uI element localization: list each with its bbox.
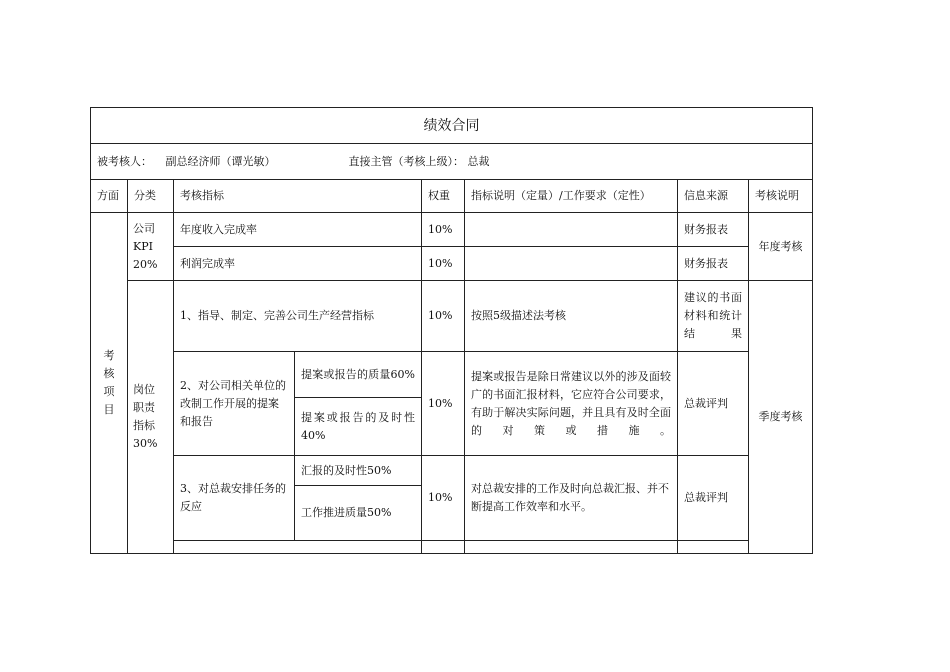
header-weight: 权重 xyxy=(422,180,465,213)
note-quarterly: 季度考核 xyxy=(749,281,813,554)
category-line: 30% xyxy=(133,437,158,450)
indicator-annual-revenue: 年度收入完成率 xyxy=(174,213,422,247)
note-annual: 年度考核 xyxy=(749,213,813,281)
indicator-item2: 2、对公司相关单位的改制工作开展的提案和报告 xyxy=(174,352,295,456)
header-description: 指标说明（定量）/工作要求（定性） xyxy=(465,180,678,213)
empty-cell xyxy=(174,541,422,554)
weight-profit: 10% xyxy=(422,247,465,281)
document-title: 绩效合同 xyxy=(91,108,813,144)
indicator-profit: 利润完成率 xyxy=(174,247,422,281)
aspect-char: 核 xyxy=(103,367,115,380)
evaluatee-info-row xyxy=(91,144,813,180)
header-aspect: 方面 xyxy=(91,180,128,213)
aspect-char: 目 xyxy=(103,403,115,416)
weight-annual-revenue: 10% xyxy=(422,213,465,247)
description-profit xyxy=(465,247,678,281)
supervisor-value: 总裁 xyxy=(467,154,490,168)
header-source: 信息来源 xyxy=(678,180,749,213)
category-line: 岗位 xyxy=(133,383,155,396)
weight-item3: 10% xyxy=(422,456,465,541)
category-line: 20% xyxy=(133,257,158,271)
category-line: 公司 xyxy=(133,221,155,235)
source-item1: 建议的书面材料和统计结果 xyxy=(678,281,749,352)
performance-contract-table xyxy=(90,107,813,554)
category-line: KPI xyxy=(133,239,153,253)
indicator-item3: 3、对总裁安排任务的反应 xyxy=(174,456,295,541)
description-annual-revenue xyxy=(465,213,678,247)
source-annual-revenue: 财务报表 xyxy=(678,213,749,247)
sub-indicator-report-timeliness: 汇报的及时性50% xyxy=(295,456,422,486)
supervisor-label: 直接主管（考核上级）： xyxy=(348,154,464,168)
aspect-char: 考 xyxy=(103,349,115,362)
description-item1: 按照5级描述法考核 xyxy=(465,281,678,352)
weight-item2: 10% xyxy=(422,352,465,456)
source-item2: 总裁评判 xyxy=(678,352,749,456)
aspect-char: 项 xyxy=(103,385,115,398)
sub-indicator-progress-quality: 工作推进质量50% xyxy=(295,486,422,541)
empty-cell xyxy=(422,541,465,554)
category-company-kpi xyxy=(128,213,174,281)
category-line: 职责 xyxy=(133,401,155,414)
weight-item1: 10% xyxy=(422,281,465,352)
source-profit: 财务报表 xyxy=(678,247,749,281)
source-item3: 总裁评判 xyxy=(678,456,749,541)
indicator-item1: 1、指导、制定、完善公司生产经营指标 xyxy=(174,281,422,352)
category-line: 指标 xyxy=(133,419,155,432)
sub-indicator-timeliness: 提案或报告的及时性40% xyxy=(295,398,422,456)
empty-cell xyxy=(465,541,678,554)
description-item3: 对总裁安排的工作及时向总裁汇报、并不断提高工作效率和水平。 xyxy=(465,456,678,541)
description-item2: 提案或报告是除日常建议以外的涉及面较广的书面汇报材料，它应符合公司要求，有助于解决实际问题，并且具有及时全面的对策或措施。 xyxy=(465,352,678,456)
sub-indicator-quality: 提案或报告的质量60% xyxy=(295,352,422,398)
evaluatee-value: 副总经济师（谭光敏） xyxy=(165,154,276,168)
category-position xyxy=(128,281,174,554)
header-category: 分类 xyxy=(128,180,174,213)
empty-cell xyxy=(678,541,749,554)
evaluatee-label: 被考核人： xyxy=(97,154,152,168)
aspect-cell xyxy=(91,213,128,554)
header-note: 考核说明 xyxy=(749,180,813,213)
header-indicator: 考核指标 xyxy=(174,180,422,213)
